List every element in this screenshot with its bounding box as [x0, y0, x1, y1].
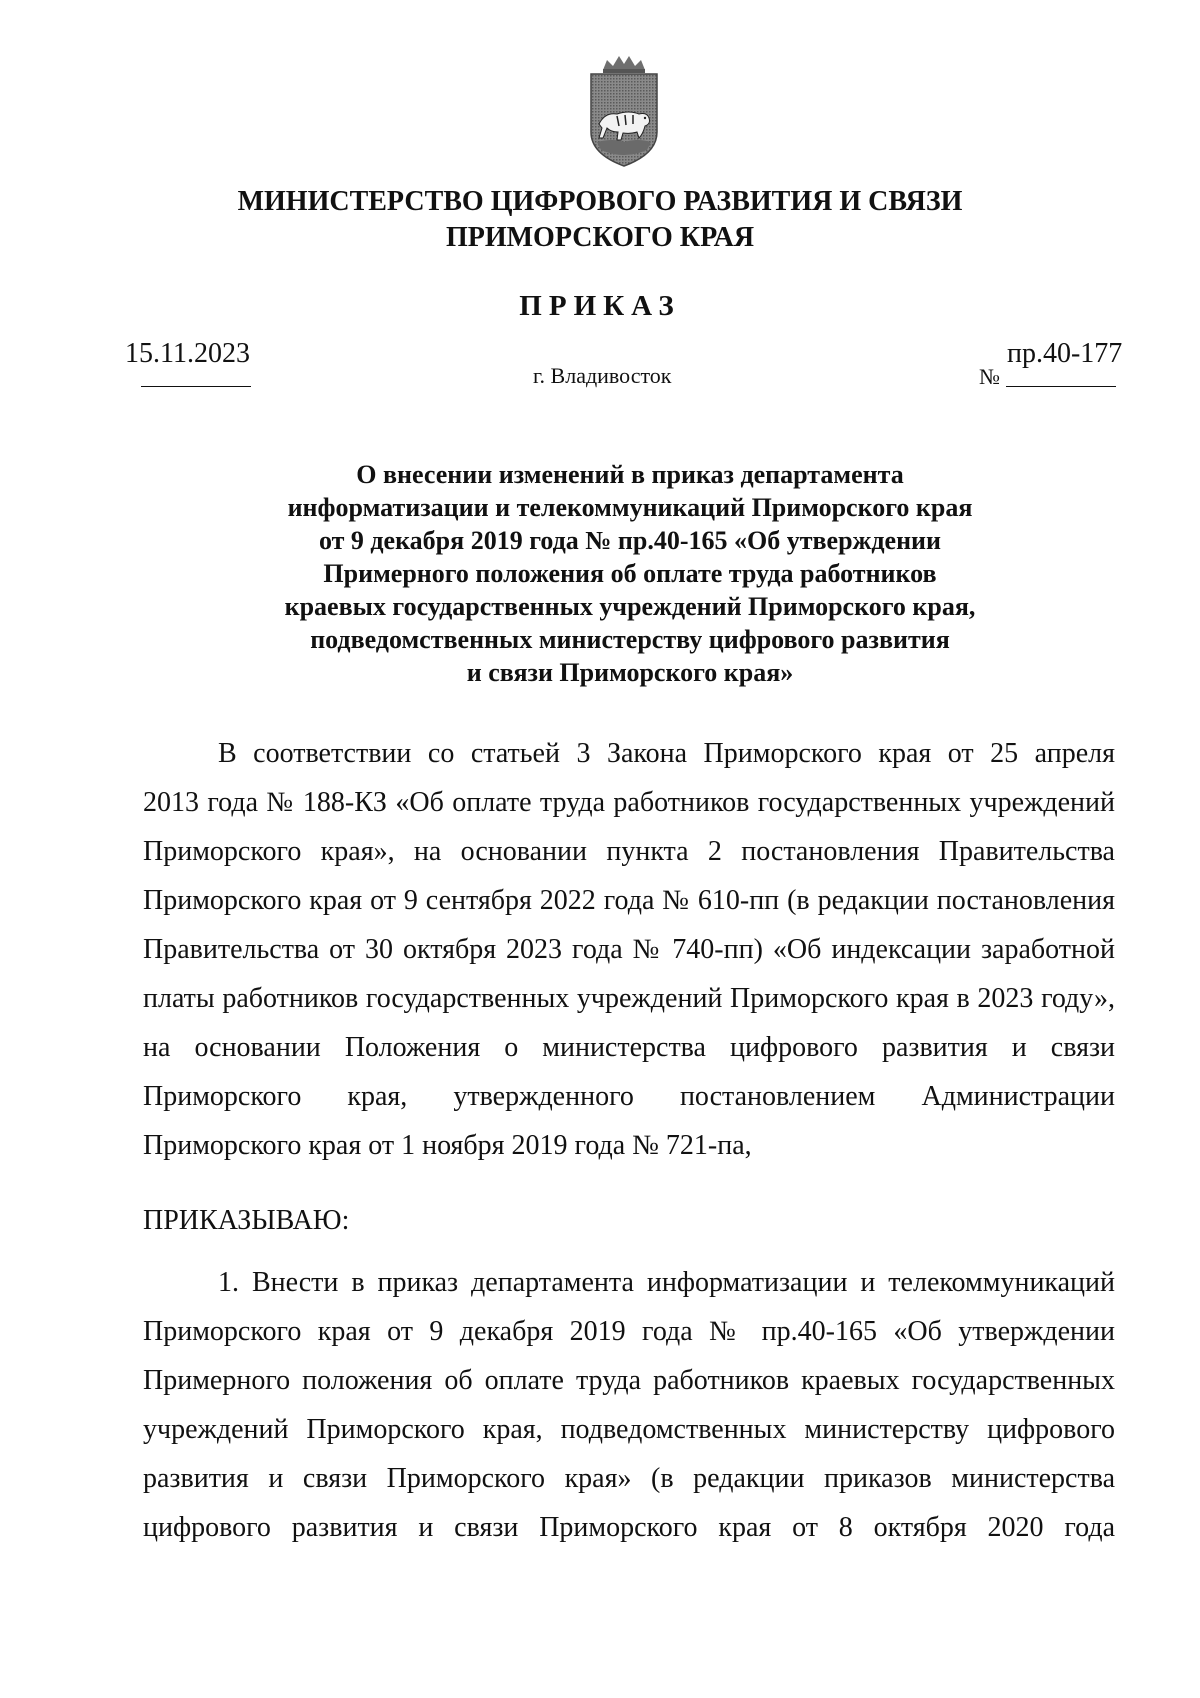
- subject-line: Примерного положения об оплате труда работников: [323, 559, 937, 588]
- subject-line: О внесении изменений в приказ департамента: [356, 460, 904, 489]
- subject-line: информатизации и телекоммуникаций Приморского края: [287, 493, 973, 522]
- document-type-title: ПРИКАЗ: [519, 290, 681, 322]
- item-1-paragraph: [143, 1258, 1115, 1552]
- item-1-line: учреждений Приморского края, подведомственных министерству цифрового: [143, 1414, 1115, 1445]
- number-underline: [1006, 386, 1116, 387]
- date-underline: [141, 386, 251, 387]
- item-1-line: развития и связи Приморского края» (в редакции приказов министерства: [143, 1463, 1115, 1494]
- preamble-line: Правительства от 30 октября 2023 года № 740-пп) «Об индексации заработной: [143, 934, 1115, 965]
- subject-line: и связи Приморского края»: [466, 658, 794, 687]
- item-1-line: Примерного положения об оплате труда работников краевых государственных: [143, 1365, 1115, 1396]
- item-1-line: 1. Внести в приказ департамента информатизации и телекоммуникаций: [218, 1267, 1115, 1298]
- preamble-line: Приморского края от 1 ноября 2019 года № 721-па,: [143, 1130, 752, 1161]
- preamble-line: В соответствии со статьей 3 Закона Приморского края от 25 апреля: [218, 738, 1115, 769]
- preamble-line: на основании Положения о министерства цифрового развития и связи: [143, 1032, 1115, 1063]
- preamble-paragraph: [143, 729, 1115, 1170]
- ministry-name-line1: МИНИСТЕРСТВО ЦИФРОВОГО РАЗВИТИЯ И СВЯЗИ: [237, 186, 963, 217]
- number-sign: №: [979, 364, 1000, 389]
- preamble-line: 2013 года № 188-КЗ «Об оплате труда работников государственных учреждений: [143, 787, 1115, 818]
- order-date: 15.11.2023: [125, 338, 250, 369]
- subject-line: от 9 декабря 2019 года № пр.40-165 «Об утверждении: [318, 526, 942, 555]
- order-number: пр.40-177: [1007, 338, 1123, 369]
- preamble-line: Приморского края, утвержденного постановлением Администрации: [143, 1081, 1115, 1112]
- preamble-line: Приморского края», на основании пункта 2 постановления Правительства: [143, 836, 1115, 867]
- order-subject: [200, 458, 1060, 689]
- ministry-name-line2: ПРИМОРСКОГО КРАЯ: [445, 222, 755, 253]
- item-1-line: цифрового развития и связи Приморского края от 8 октября 2020 года: [143, 1512, 1115, 1543]
- preamble-line: Приморского края от 9 сентября 2022 года № 610-пп (в редакции постановления: [143, 885, 1115, 916]
- order-directive-word: ПРИКАЗЫВАЮ:: [143, 1205, 350, 1236]
- item-1-line: Приморского края от 9 декабря 2019 года № пр.40-165 «Об утверждении: [143, 1316, 1115, 1347]
- coat-of-arms-icon: [583, 54, 665, 168]
- subject-line: подведомственных министерству цифрового развития: [310, 625, 950, 654]
- subject-line: краевых государственных учреждений Приморского края,: [284, 592, 976, 621]
- preamble-line: платы работников государственных учреждений Приморского края в 2023 году»,: [143, 983, 1115, 1014]
- city-name: г. Владивосток: [533, 363, 672, 388]
